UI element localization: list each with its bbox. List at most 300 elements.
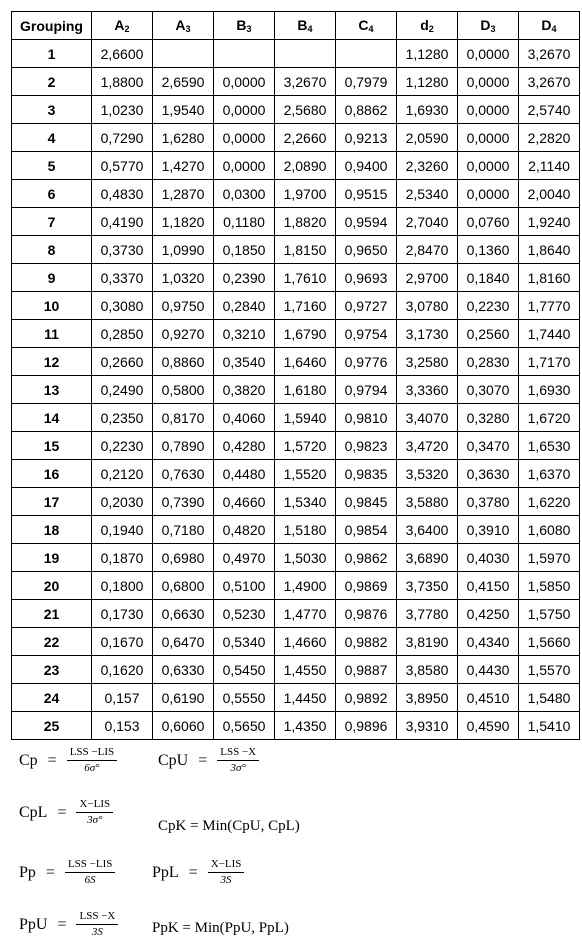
column-header-subscript: 4 <box>307 24 313 34</box>
value-cell: 0,2490 <box>92 376 153 404</box>
value-cell: 0,3820 <box>214 376 275 404</box>
formula-cpl-denominator: 3σ° <box>87 814 103 826</box>
value-cell: 0,3780 <box>458 488 519 516</box>
value-cell: 0,1670 <box>92 628 153 656</box>
value-cell: 3,7780 <box>397 600 458 628</box>
value-cell: 3,8190 <box>397 628 458 656</box>
value-cell: 0,1620 <box>92 656 153 684</box>
table-row <box>12 208 580 236</box>
column-header-label: A <box>114 17 125 33</box>
formula-cpk-text: CpK = Min(CpU, CpL) <box>158 818 300 834</box>
value-cell: 0,1360 <box>458 236 519 264</box>
value-cell: 0,3910 <box>458 516 519 544</box>
grouping-cell: 21 <box>12 600 92 628</box>
column-header-label: B <box>297 17 308 33</box>
column-header-label: Grouping <box>20 17 83 34</box>
column-header <box>214 12 275 40</box>
value-cell: 2,8470 <box>397 236 458 264</box>
value-cell: 1,5180 <box>275 516 336 544</box>
table-row <box>12 376 580 404</box>
value-cell: 0,2230 <box>458 292 519 320</box>
value-cell: 1,5970 <box>519 544 580 572</box>
grouping-cell: 15 <box>12 432 92 460</box>
value-cell: 0,9776 <box>336 348 397 376</box>
column-header <box>12 12 92 40</box>
value-cell: 0,9515 <box>336 180 397 208</box>
value-cell: 0,0000 <box>458 40 519 68</box>
column-header-subscript: 2 <box>124 24 130 34</box>
grouping-cell: 8 <box>12 236 92 264</box>
formula-cpk <box>158 818 300 835</box>
equals-sign: = <box>198 751 208 769</box>
value-cell: 1,6180 <box>275 376 336 404</box>
value-cell <box>336 40 397 68</box>
table-row <box>12 516 580 544</box>
grouping-cell: 2 <box>12 68 92 96</box>
value-cell: 0,6190 <box>153 684 214 712</box>
value-cell: 0,2850 <box>92 320 153 348</box>
value-cell: 0,9270 <box>153 320 214 348</box>
column-header-label: B <box>236 17 247 33</box>
formula-cpu-fraction <box>217 746 259 775</box>
value-cell: 3,8580 <box>397 656 458 684</box>
table-row <box>12 348 580 376</box>
value-cell: 0,0000 <box>458 68 519 96</box>
value-cell: 3,5880 <box>397 488 458 516</box>
value-cell: 0,9896 <box>336 712 397 740</box>
column-header <box>153 12 214 40</box>
value-cell: 0,5770 <box>92 152 153 180</box>
value-cell: 0,2120 <box>92 460 153 488</box>
value-cell: 0,3540 <box>214 348 275 376</box>
table-row <box>12 684 580 712</box>
value-cell: 0,9835 <box>336 460 397 488</box>
value-cell: 0,7390 <box>153 488 214 516</box>
value-cell: 0,9794 <box>336 376 397 404</box>
table-row <box>12 96 580 124</box>
equals-sign: = <box>57 915 67 933</box>
column-header-label: D <box>541 17 552 33</box>
value-cell: 0,6060 <box>153 712 214 740</box>
value-cell: 0,157 <box>92 684 153 712</box>
value-cell: 2,2820 <box>519 124 580 152</box>
table-row <box>12 236 580 264</box>
table-row <box>12 628 580 656</box>
value-cell: 0,0000 <box>214 152 275 180</box>
value-cell: 1,6220 <box>519 488 580 516</box>
value-cell: 0,5340 <box>214 628 275 656</box>
column-header <box>92 12 153 40</box>
value-cell: 0,7979 <box>336 68 397 96</box>
value-cell: 1,0230 <box>92 96 153 124</box>
value-cell: 0,9887 <box>336 656 397 684</box>
value-cell: 1,5410 <box>519 712 580 740</box>
value-cell: 0,9400 <box>336 152 397 180</box>
value-cell: 2,2660 <box>275 124 336 152</box>
value-cell: 0,0760 <box>458 208 519 236</box>
value-cell: 0,2030 <box>92 488 153 516</box>
table-header-row <box>12 12 580 40</box>
value-cell: 1,9240 <box>519 208 580 236</box>
column-header <box>336 12 397 40</box>
table-row <box>12 600 580 628</box>
value-cell: 0,3080 <box>92 292 153 320</box>
column-header-subscript: 3 <box>246 24 252 34</box>
value-cell: 1,5660 <box>519 628 580 656</box>
capability-formulas <box>0 736 582 952</box>
grouping-cell: 1 <box>12 40 92 68</box>
formula-cp-numerator: LSS −LIS <box>67 746 117 761</box>
value-cell: 1,8640 <box>519 236 580 264</box>
grouping-cell: 18 <box>12 516 92 544</box>
value-cell: 0,0300 <box>214 180 275 208</box>
value-cell: 0,4060 <box>214 404 275 432</box>
formula-cpu <box>158 746 259 775</box>
value-cell: 0,9750 <box>153 292 214 320</box>
formula-ppl <box>152 858 244 887</box>
table-row <box>12 432 580 460</box>
value-cell: 1,6280 <box>153 124 214 152</box>
formula-ppu-numerator: LSS −X <box>76 910 118 925</box>
value-cell: 1,0990 <box>153 236 214 264</box>
value-cell: 0,6630 <box>153 600 214 628</box>
grouping-cell: 20 <box>12 572 92 600</box>
value-cell: 2,0040 <box>519 180 580 208</box>
value-cell: 0,7180 <box>153 516 214 544</box>
value-cell: 0,3280 <box>458 404 519 432</box>
value-cell: 0,1180 <box>214 208 275 236</box>
value-cell: 0,0000 <box>214 68 275 96</box>
value-cell: 2,5680 <box>275 96 336 124</box>
value-cell: 0,3730 <box>92 236 153 264</box>
value-cell: 0,9693 <box>336 264 397 292</box>
value-cell <box>153 40 214 68</box>
value-cell: 3,7350 <box>397 572 458 600</box>
formula-ppu <box>19 910 118 939</box>
grouping-cell: 12 <box>12 348 92 376</box>
table-row <box>12 180 580 208</box>
value-cell: 0,9876 <box>336 600 397 628</box>
grouping-cell: 22 <box>12 628 92 656</box>
equals-sign: = <box>57 803 67 821</box>
value-cell: 1,6720 <box>519 404 580 432</box>
column-header-subscript: 2 <box>428 24 434 34</box>
grouping-cell: 17 <box>12 488 92 516</box>
value-cell: 1,5850 <box>519 572 580 600</box>
value-cell: 1,5520 <box>275 460 336 488</box>
value-cell: 0,6980 <box>153 544 214 572</box>
value-cell: 1,1280 <box>397 40 458 68</box>
value-cell: 0,0000 <box>458 180 519 208</box>
value-cell: 1,7160 <box>275 292 336 320</box>
column-header-subscript: 3 <box>490 24 496 34</box>
value-cell: 0,6330 <box>153 656 214 684</box>
value-cell: 0,7890 <box>153 432 214 460</box>
value-cell: 0,1870 <box>92 544 153 572</box>
grouping-cell: 13 <box>12 376 92 404</box>
value-cell: 0,4660 <box>214 488 275 516</box>
value-cell: 3,2580 <box>397 348 458 376</box>
value-cell: 0,3630 <box>458 460 519 488</box>
value-cell: 3,8950 <box>397 684 458 712</box>
value-cell: 1,5720 <box>275 432 336 460</box>
column-header-label: C <box>358 17 369 33</box>
value-cell: 1,8800 <box>92 68 153 96</box>
value-cell: 0,4150 <box>458 572 519 600</box>
value-cell: 1,5750 <box>519 600 580 628</box>
value-cell <box>214 40 275 68</box>
column-header <box>397 12 458 40</box>
grouping-cell: 10 <box>12 292 92 320</box>
value-cell: 0,2660 <box>92 348 153 376</box>
grouping-cell: 6 <box>12 180 92 208</box>
value-cell: 0,4820 <box>214 516 275 544</box>
value-cell: 2,5740 <box>519 96 580 124</box>
value-cell: 0,9754 <box>336 320 397 348</box>
column-header-subscript: 3 <box>185 24 191 34</box>
grouping-cell: 7 <box>12 208 92 236</box>
value-cell: 1,4900 <box>275 572 336 600</box>
formula-cp <box>19 746 117 775</box>
value-cell: 0,9869 <box>336 572 397 600</box>
value-cell: 0,9823 <box>336 432 397 460</box>
value-cell: 0,4510 <box>458 684 519 712</box>
value-cell: 1,5030 <box>275 544 336 572</box>
value-cell: 2,6600 <box>92 40 153 68</box>
formula-ppl-lhs: PpL <box>152 863 179 881</box>
value-cell: 1,4770 <box>275 600 336 628</box>
value-cell: 0,0000 <box>214 124 275 152</box>
value-cell: 0,8860 <box>153 348 214 376</box>
value-cell: 0,9892 <box>336 684 397 712</box>
formula-pp-denominator: 6S <box>84 874 96 886</box>
formula-ppl-denominator: 3S <box>220 874 232 886</box>
value-cell: 3,0780 <box>397 292 458 320</box>
value-cell: 0,8862 <box>336 96 397 124</box>
value-cell: 0,9650 <box>336 236 397 264</box>
grouping-cell: 19 <box>12 544 92 572</box>
table-row <box>12 404 580 432</box>
column-header <box>519 12 580 40</box>
value-cell: 0,9882 <box>336 628 397 656</box>
value-cell: 0,9854 <box>336 516 397 544</box>
value-cell: 0,3210 <box>214 320 275 348</box>
formula-cpl <box>19 798 113 827</box>
value-cell: 0,5650 <box>214 712 275 740</box>
formula-pp-lhs: Pp <box>19 863 36 881</box>
column-header-label: d <box>420 17 429 33</box>
value-cell: 3,4720 <box>397 432 458 460</box>
control-chart-constants-table <box>11 11 580 740</box>
value-cell: 3,3360 <box>397 376 458 404</box>
table-row <box>12 544 580 572</box>
value-cell: 3,9310 <box>397 712 458 740</box>
value-cell: 0,7290 <box>92 124 153 152</box>
value-cell: 0,2840 <box>214 292 275 320</box>
value-cell: 1,8150 <box>275 236 336 264</box>
formula-cpu-lhs: CpU <box>158 751 189 769</box>
value-cell: 0,0000 <box>458 152 519 180</box>
value-cell: 1,4660 <box>275 628 336 656</box>
value-cell: 2,6590 <box>153 68 214 96</box>
formula-pp-numerator: LSS −LIS <box>65 858 115 873</box>
equals-sign: = <box>47 751 57 769</box>
formula-ppk <box>152 920 289 937</box>
value-cell: 0,0000 <box>214 96 275 124</box>
value-cell: 0,0000 <box>458 124 519 152</box>
table-row <box>12 572 580 600</box>
table-row <box>12 320 580 348</box>
grouping-cell: 16 <box>12 460 92 488</box>
value-cell: 2,1140 <box>519 152 580 180</box>
value-cell: 1,6370 <box>519 460 580 488</box>
value-cell: 0,2230 <box>92 432 153 460</box>
value-cell: 1,9700 <box>275 180 336 208</box>
table-row <box>12 460 580 488</box>
value-cell: 0,5450 <box>214 656 275 684</box>
value-cell: 0,1850 <box>214 236 275 264</box>
column-header-subscript: 4 <box>368 24 374 34</box>
formula-cpl-lhs: CpL <box>19 803 48 821</box>
value-cell: 0,8170 <box>153 404 214 432</box>
column-header <box>458 12 519 40</box>
value-cell: 0,4970 <box>214 544 275 572</box>
formula-cp-lhs: Cp <box>19 751 38 769</box>
formula-ppl-numerator: X−LIS <box>208 858 245 873</box>
grouping-cell: 5 <box>12 152 92 180</box>
value-cell: 1,4550 <box>275 656 336 684</box>
value-cell: 1,7610 <box>275 264 336 292</box>
value-cell: 0,2830 <box>458 348 519 376</box>
table-row <box>12 656 580 684</box>
value-cell: 1,5340 <box>275 488 336 516</box>
table-row <box>12 68 580 96</box>
value-cell: 0,7630 <box>153 460 214 488</box>
grouping-cell: 9 <box>12 264 92 292</box>
value-cell: 1,6530 <box>519 432 580 460</box>
value-cell: 0,1800 <box>92 572 153 600</box>
value-cell: 3,4070 <box>397 404 458 432</box>
formula-cpu-denominator: 3σ° <box>230 762 246 774</box>
grouping-cell: 25 <box>12 712 92 740</box>
grouping-cell: 23 <box>12 656 92 684</box>
value-cell: 1,4450 <box>275 684 336 712</box>
column-header-label: A <box>175 17 186 33</box>
value-cell: 1,4270 <box>153 152 214 180</box>
value-cell: 0,4590 <box>458 712 519 740</box>
value-cell: 1,1280 <box>397 68 458 96</box>
value-cell: 1,7170 <box>519 348 580 376</box>
column-header-subscript: 4 <box>551 24 557 34</box>
grouping-cell: 24 <box>12 684 92 712</box>
value-cell: 0,4280 <box>214 432 275 460</box>
value-cell: 3,2670 <box>519 68 580 96</box>
value-cell: 3,2670 <box>275 68 336 96</box>
value-cell: 1,8820 <box>275 208 336 236</box>
value-cell: 0,153 <box>92 712 153 740</box>
table-row <box>12 292 580 320</box>
equals-sign: = <box>188 863 198 881</box>
value-cell: 2,0890 <box>275 152 336 180</box>
formula-cp-fraction <box>67 746 117 775</box>
value-cell: 0,1940 <box>92 516 153 544</box>
value-cell: 0,2350 <box>92 404 153 432</box>
value-cell: 1,2870 <box>153 180 214 208</box>
value-cell: 1,6080 <box>519 516 580 544</box>
value-cell: 0,2390 <box>214 264 275 292</box>
value-cell: 0,4430 <box>458 656 519 684</box>
value-cell: 0,6470 <box>153 628 214 656</box>
column-header <box>275 12 336 40</box>
value-cell: 0,9862 <box>336 544 397 572</box>
value-cell: 0,9845 <box>336 488 397 516</box>
value-cell: 0,6800 <box>153 572 214 600</box>
value-cell: 0,5100 <box>214 572 275 600</box>
table-row <box>12 124 580 152</box>
value-cell: 1,4350 <box>275 712 336 740</box>
equals-sign: = <box>45 863 55 881</box>
table-row <box>12 264 580 292</box>
value-cell: 0,2560 <box>458 320 519 348</box>
formula-ppu-fraction <box>76 910 118 939</box>
value-cell: 0,4250 <box>458 600 519 628</box>
value-cell: 0,4190 <box>92 208 153 236</box>
formula-cpu-numerator: LSS −X <box>217 746 259 761</box>
column-header-label: D <box>480 17 491 33</box>
value-cell: 2,9700 <box>397 264 458 292</box>
value-cell: 0,4830 <box>92 180 153 208</box>
value-cell: 1,1820 <box>153 208 214 236</box>
value-cell: 1,7770 <box>519 292 580 320</box>
value-cell: 1,8160 <box>519 264 580 292</box>
table-row <box>12 488 580 516</box>
value-cell: 2,3260 <box>397 152 458 180</box>
formula-ppu-denominator: 3S <box>91 926 103 938</box>
formula-ppl-fraction <box>208 858 245 887</box>
formula-ppk-text: PpK = Min(PpU, PpL) <box>152 920 289 936</box>
value-cell: 1,5570 <box>519 656 580 684</box>
value-cell: 2,0590 <box>397 124 458 152</box>
value-cell: 0,1840 <box>458 264 519 292</box>
value-cell: 0,5800 <box>153 376 214 404</box>
formula-cp-denominator: 6σ° <box>84 762 100 774</box>
value-cell: 0,4480 <box>214 460 275 488</box>
value-cell: 3,2670 <box>519 40 580 68</box>
value-cell: 0,9810 <box>336 404 397 432</box>
value-cell: 1,5940 <box>275 404 336 432</box>
value-cell: 0,1730 <box>92 600 153 628</box>
value-cell: 1,6460 <box>275 348 336 376</box>
value-cell: 0,3470 <box>458 432 519 460</box>
formula-pp <box>19 858 115 887</box>
value-cell: 2,7040 <box>397 208 458 236</box>
grouping-cell: 3 <box>12 96 92 124</box>
value-cell: 0,3370 <box>92 264 153 292</box>
value-cell: 0,3070 <box>458 376 519 404</box>
formula-cpl-numerator: X−LIS <box>76 798 113 813</box>
grouping-cell: 14 <box>12 404 92 432</box>
value-cell: 0,4340 <box>458 628 519 656</box>
value-cell: 1,6790 <box>275 320 336 348</box>
value-cell: 1,9540 <box>153 96 214 124</box>
value-cell: 0,5550 <box>214 684 275 712</box>
formula-pp-fraction <box>65 858 115 887</box>
value-cell: 0,9727 <box>336 292 397 320</box>
grouping-cell: 4 <box>12 124 92 152</box>
value-cell: 1,5480 <box>519 684 580 712</box>
value-cell: 3,5320 <box>397 460 458 488</box>
grouping-cell: 11 <box>12 320 92 348</box>
